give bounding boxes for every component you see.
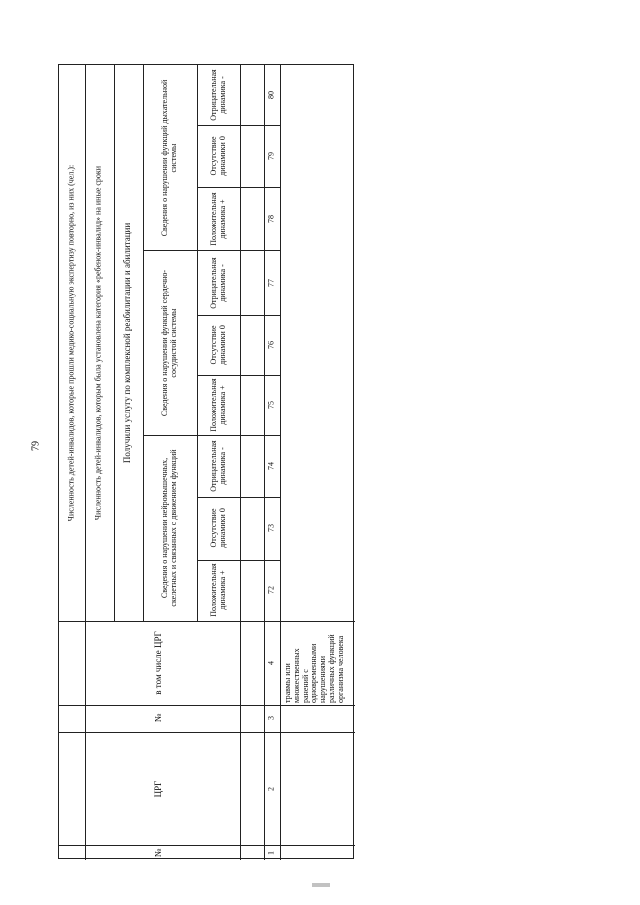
rule <box>59 732 355 733</box>
col-number: 75 <box>266 401 276 409</box>
col-label: Отсутствие динамики 0 <box>209 325 227 365</box>
col-label: Отрицательная динамика - <box>209 69 227 121</box>
rule <box>59 621 355 622</box>
col-number: 77 <box>266 279 276 287</box>
col-label: Отрицательная динамика - <box>209 257 227 309</box>
col-label: Положительная динамика + <box>209 563 227 617</box>
col-number: 79 <box>266 152 276 160</box>
col-number: 74 <box>266 462 276 470</box>
rule <box>59 845 355 846</box>
rule <box>280 65 281 860</box>
group-title-neuromuscular: Сведения о нарушении нейромышечных, скелетных и связанных с движением функций <box>160 449 178 607</box>
rule <box>197 65 198 621</box>
data-cell-incl-crg: травмы или множественных ранений с одновременными нарушениями различных функций организма человека <box>283 634 345 703</box>
header-no: № <box>153 848 164 858</box>
index-cell: 3 <box>266 716 276 720</box>
index-cell: 4 <box>266 661 276 665</box>
rule <box>197 315 280 316</box>
rule <box>143 435 280 436</box>
header-no-sub: № <box>153 713 164 723</box>
rule <box>143 65 144 621</box>
index-cell: 2 <box>266 787 276 791</box>
rule <box>59 705 355 706</box>
header-category-set: Численность детей-инвалидов, которым была установлена категория «ребенок-инвалид» на иные сроки <box>93 165 103 521</box>
header-incl-crg: в том числе ЦРГ <box>153 631 164 695</box>
col-number: 73 <box>266 524 276 532</box>
group-title-respiratory: Сведения о нарушении функций дыхательной системы <box>160 79 178 237</box>
scan-artifact <box>312 883 330 887</box>
document-table <box>58 64 354 859</box>
rule <box>240 65 241 860</box>
header-crg: ЦРГ <box>153 780 164 798</box>
index-cell: 1 <box>266 851 276 855</box>
rule <box>197 187 280 188</box>
col-number: 72 <box>266 586 276 594</box>
col-label: Положительная динамика + <box>209 378 227 432</box>
col-label: Отсутствие динамики 0 <box>209 136 227 176</box>
col-number: 80 <box>266 91 276 99</box>
rule <box>197 375 280 376</box>
rule <box>114 65 115 621</box>
page-number: 79 <box>30 441 42 451</box>
rule <box>143 250 280 251</box>
col-label: Отрицательная динамика - <box>209 440 227 492</box>
col-label: Отсутствие динамики 0 <box>209 508 227 548</box>
group-title-cardio: Сведения о нарушении функций сердечно-сосудистой системы <box>160 269 178 417</box>
rule <box>197 125 280 126</box>
header-rehab-service: Получили услугу по комплексной реабилитации и абилитации <box>122 222 133 464</box>
col-label: Положительная динамика + <box>209 192 227 246</box>
header-repeat-exam: Численность детей-инвалидов, которые прошли медико-социальную экспертизу повторно, из них (чел.): <box>66 164 76 522</box>
rule <box>197 497 280 498</box>
rule <box>264 65 265 860</box>
rule <box>85 65 86 860</box>
col-number: 76 <box>266 341 276 349</box>
col-number: 78 <box>266 215 276 223</box>
